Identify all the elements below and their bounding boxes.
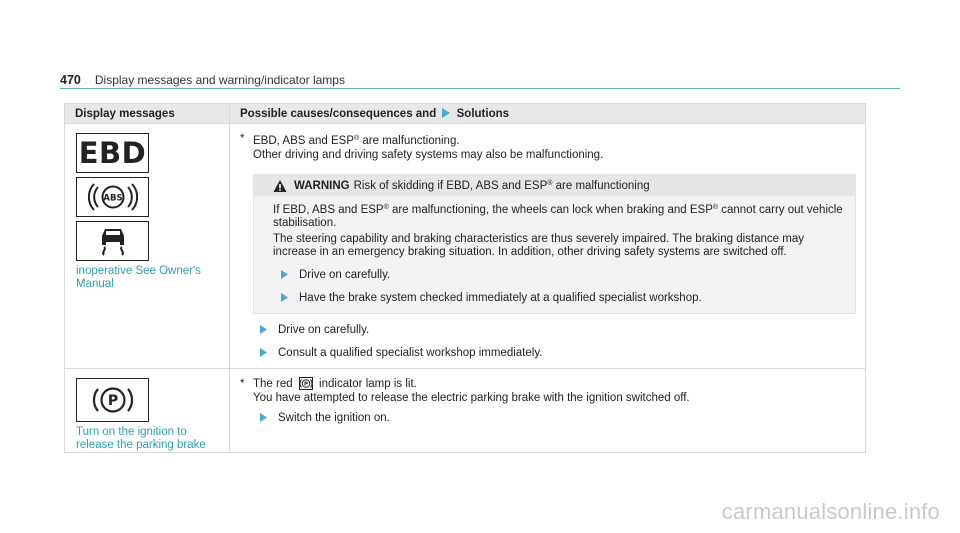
- abs-icon: [76, 177, 149, 217]
- release-parking-brake-link[interactable]: Turn on the ignition to release the parking brake: [76, 426, 206, 451]
- warning-action-1: Drive on carefully.: [273, 268, 845, 282]
- table-row: [65, 124, 866, 369]
- warning-action-2: Have the brake system checked immediately at a qualified specialist workshop.: [273, 291, 845, 305]
- action-2: Consult a qualified specialist workshop immediately.: [240, 346, 856, 360]
- warning-title: WARNING: [294, 180, 350, 192]
- parking-brake-inline-icon: [299, 377, 313, 390]
- parking-brake-icon: [76, 378, 149, 422]
- causes-cell: [230, 369, 866, 453]
- arrow-right-icon: [260, 325, 267, 334]
- action-1: Switch the ignition on.: [240, 411, 856, 425]
- warning-text: Risk of skidding if EBD, ABS and ESP® are malfunctioning: [353, 180, 650, 192]
- cause-text: You have attempted to release the electric parking brake with the ignition switched off.: [253, 392, 690, 404]
- svg-text:ABS: ABS: [102, 193, 123, 204]
- col-header-causes: Possible causes/consequences and Solutions: [230, 104, 866, 124]
- ebd-icon: EBD: [76, 133, 149, 173]
- svg-text:P: P: [303, 381, 308, 388]
- warning-body: If EBD, ABS and ESP® are malfunctioning, the wheels can lock when braking and ESP® cannot carry out vehicle stabilisation. The steering capability and braking characteristics are thus severely impaired. The braking distance may increase in an emergency braking situation. In addition, other driving safety systems are switched off. Drive on carefully. Have the brake system checked immediately at a qualified specialist workshop.: [254, 196, 855, 313]
- table-row: [65, 369, 866, 453]
- warning-triangle-icon: [273, 179, 287, 193]
- icon-cell: [65, 124, 230, 369]
- col-header-display-messages: Display messages: [65, 104, 230, 124]
- page-title: Display messages and warning/indicator lamps: [94, 73, 345, 87]
- action-1: Drive on carefully.: [240, 323, 856, 337]
- svg-text:P: P: [107, 393, 118, 409]
- cause-text: Other driving and driving safety systems may also be malfunctioning.: [253, 149, 604, 161]
- display-messages-table: [64, 103, 866, 453]
- page-header: [60, 73, 345, 87]
- icon-cell: [65, 369, 230, 453]
- owners-manual-link[interactable]: inoperative See Owner's Manual: [76, 265, 201, 290]
- warning-header: [254, 175, 855, 196]
- arrow-right-icon: [442, 108, 450, 118]
- cause-line: * The red P indicator lamp is lit.: [240, 378, 417, 390]
- arrow-right-icon: [281, 293, 288, 302]
- arrow-right-icon: [260, 413, 267, 422]
- cause-line: * EBD, ABS and ESP® are malfunctioning.: [240, 133, 460, 147]
- causes-cell: [230, 124, 866, 369]
- esp-skid-icon: [76, 221, 149, 261]
- warning-box: [253, 174, 856, 314]
- watermark: carmanualsonline.info: [721, 499, 940, 524]
- arrow-right-icon: [281, 270, 288, 279]
- arrow-right-icon: [260, 348, 267, 357]
- page-number: 470: [60, 73, 81, 87]
- header-rule: [60, 88, 900, 89]
